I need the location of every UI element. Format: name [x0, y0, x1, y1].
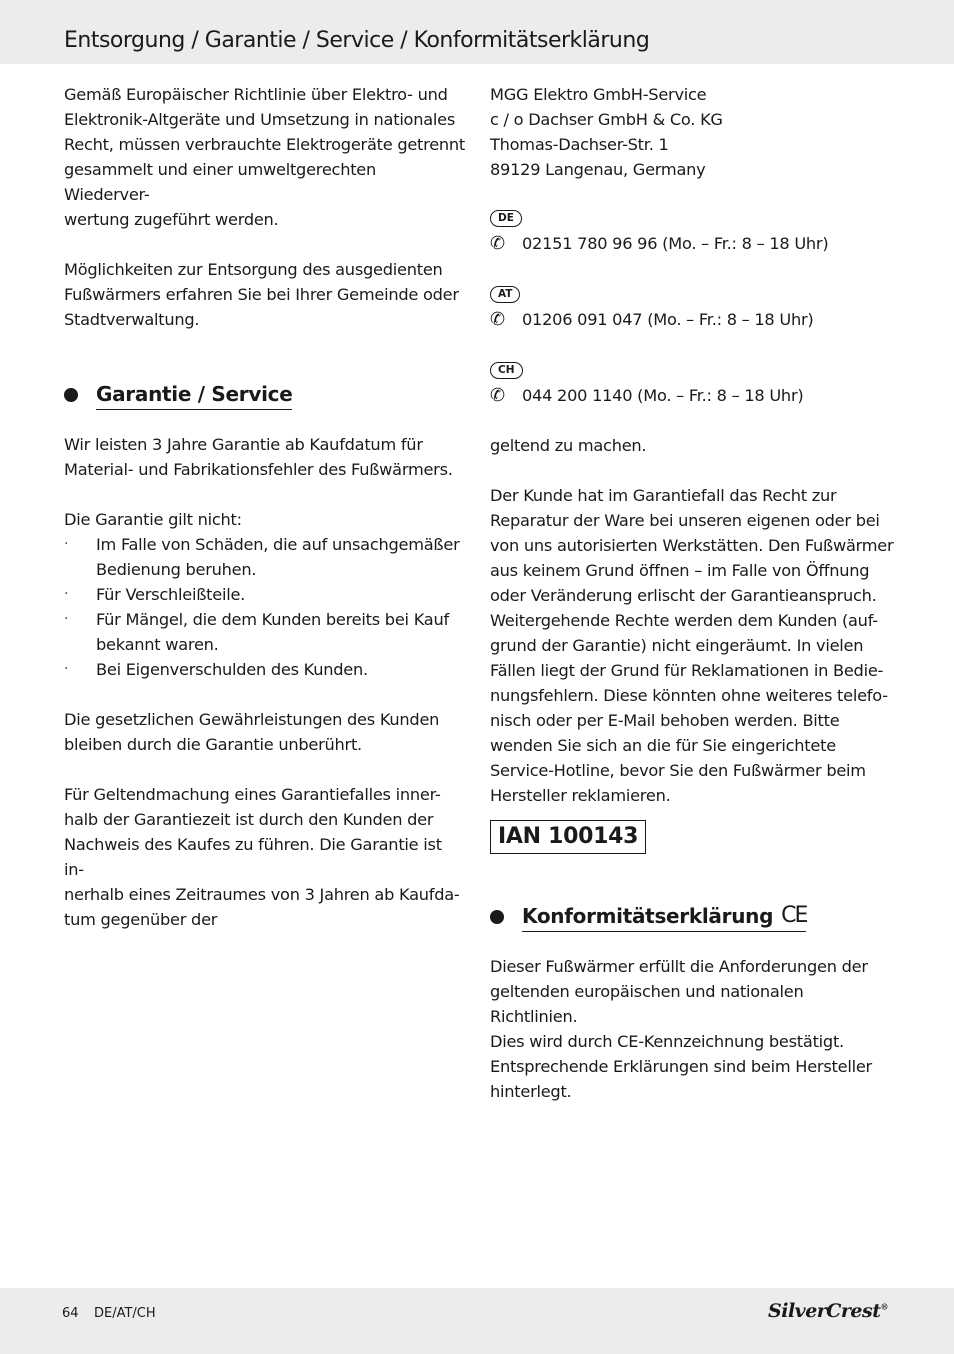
- text-line: Reparatur der Ware bei unseren eigenen oder bei: [490, 511, 880, 530]
- phone-icon: ✆: [490, 309, 505, 330]
- assert-text: geltend zu machen.: [490, 436, 647, 455]
- phone-icon: ✆: [490, 385, 505, 406]
- warranty-heading: [64, 380, 466, 410]
- warranty-heading-text: Garantie / Service: [96, 380, 292, 410]
- text-line: tum gegenüber der: [64, 910, 218, 929]
- text-line: nisch oder per E-Mail behoben werden. Bitte: [490, 711, 840, 730]
- brand-logo: [768, 1300, 888, 1322]
- list-item-text: Für Verschleißteile.: [96, 585, 246, 604]
- conformity-heading-text: Konformitätserklärung: [522, 904, 774, 928]
- list-item: [64, 582, 466, 607]
- text-line: MGG Elektro GmbH-Service: [490, 85, 707, 104]
- list-item-text: Für Mängel, die dem Kunden bereits bei Kauf: [96, 610, 449, 629]
- hotline-de: [490, 206, 894, 256]
- text-line: Die gesetzlichen Gewährleistungen des Kunden: [64, 710, 440, 729]
- page-footer: [0, 1288, 954, 1354]
- phone-number-at: 01206 091 047 (Mo. – Fr.: 8 – 18 Uhr): [522, 310, 814, 329]
- country-badge-de: DE: [490, 210, 522, 227]
- text-line: Stadtverwaltung.: [64, 310, 200, 329]
- text-line: bleiben durch die Garantie unberührt.: [64, 735, 362, 754]
- text-line: gesammelt und einer umweltgerechten Wiederver-: [64, 160, 377, 204]
- brand-name: SilverCrest: [768, 1300, 881, 1322]
- text-line: halb der Garantiezeit ist durch den Kunden der: [64, 810, 434, 829]
- legal-paragraph: [64, 707, 466, 757]
- bullet-icon: ·: [64, 586, 69, 602]
- ce-mark-icon: CE: [781, 903, 807, 928]
- hotline-ch: [490, 358, 894, 408]
- text-line: nerhalb eines Zeitraumes von 3 Jahren ab Kaufda-: [64, 885, 460, 904]
- text-line: aus keinem Grund öffnen – im Falle von Öffnung: [490, 561, 870, 580]
- exclusions-intro: Die Garantie gilt nicht:: [64, 510, 242, 529]
- list-item-text: bekannt waren.: [96, 635, 219, 654]
- text-line: Elektronik-Altgeräte und Umsetzung in nationales: [64, 110, 456, 129]
- page-header: [0, 0, 954, 64]
- text-line: Material- und Fabrikationsfehler des Fußwärmers.: [64, 460, 453, 479]
- text-line: Weitergehende Rechte werden dem Kunden (auf-: [490, 611, 878, 630]
- list-item: [64, 607, 466, 657]
- exclusions-list: [64, 532, 466, 682]
- text-line: hinterlegt.: [490, 1082, 572, 1101]
- country-badge-at: AT: [490, 286, 520, 303]
- service-address: [490, 82, 894, 182]
- bullet-icon: ·: [64, 661, 69, 677]
- text-line: Wir leisten 3 Jahre Garantie ab Kaufdatum für: [64, 435, 423, 454]
- bullet-icon: ·: [64, 611, 69, 627]
- text-line: geltenden europäischen und nationalen Richtlinien.: [490, 982, 804, 1026]
- text-line: Entsprechende Erklärungen sind beim Hersteller: [490, 1057, 872, 1076]
- conformity-paragraph: [490, 954, 894, 1104]
- conformity-heading: [490, 902, 894, 932]
- list-item-text: Bei Eigenverschulden des Kunden.: [96, 660, 368, 679]
- text-line: Service-Hotline, bevor Sie den Fußwärmer beim: [490, 761, 866, 780]
- text-line: oder Veränderung erlischt der Garantieanspruch.: [490, 586, 877, 605]
- registered-mark: ®: [880, 1301, 888, 1312]
- conformity-heading-underline: [522, 902, 806, 932]
- list-item: [64, 657, 466, 682]
- phone-icon: ✆: [490, 233, 505, 254]
- list-item-text: Bedienung beruhen.: [96, 560, 257, 579]
- disposal-paragraph-1: [64, 82, 466, 232]
- page-number: 64: [62, 1306, 79, 1321]
- bullet-icon: [64, 388, 78, 402]
- disposal-paragraph-2: [64, 257, 466, 332]
- warranty-paragraph: [64, 432, 466, 482]
- text-line: grund der Garantie) nicht eingeräumt. In vielen: [490, 636, 864, 655]
- text-line: Dieser Fußwärmer erfüllt die Anforderungen der: [490, 957, 868, 976]
- text-line: Möglichkeiten zur Entsorgung des ausgedienten: [64, 260, 443, 279]
- phone-number-ch: 044 200 1140 (Mo. – Fr.: 8 – 18 Uhr): [522, 386, 804, 405]
- text-line: Hersteller reklamieren.: [490, 786, 671, 805]
- bullet-icon: ·: [64, 536, 69, 552]
- text-line: Der Kunde hat im Garantiefall das Recht zur: [490, 486, 837, 505]
- text-line: Gemäß Europäischer Richtlinie über Elektro- und: [64, 85, 448, 104]
- claim-paragraph: [64, 782, 466, 932]
- phone-number-de: 02151 780 96 96 (Mo. – Fr.: 8 – 18 Uhr): [522, 234, 829, 253]
- text-line: wertung zugeführt werden.: [64, 210, 279, 229]
- text-line: Fällen liegt der Grund für Reklamationen in Bedie-: [490, 661, 884, 680]
- country-badge-ch: CH: [490, 362, 523, 379]
- rights-paragraph: [490, 483, 894, 808]
- text-line: Fußwärmers erfahren Sie bei Ihrer Gemeinde oder: [64, 285, 459, 304]
- text-line: Für Geltendmachung eines Garantiefalles inner-: [64, 785, 441, 804]
- text-line: Nachweis des Kaufes zu führen. Die Garantie ist in-: [64, 835, 442, 879]
- text-line: 89129 Langenau, Germany: [490, 160, 706, 179]
- page-title: Entsorgung / Garantie / Service / Konformitätserklärung: [64, 28, 650, 53]
- text-line: von uns autorisierten Werkstätten. Den Fußwärmer: [490, 536, 894, 555]
- left-column: [64, 82, 466, 932]
- right-column: [490, 82, 894, 1104]
- language-codes: DE/AT/CH: [94, 1306, 156, 1321]
- hotline-at: [490, 282, 894, 332]
- text-line: Recht, müssen verbrauchte Elektrogeräte getrennt: [64, 135, 466, 154]
- text-line: c / o Dachser GmbH & Co. KG: [490, 110, 723, 129]
- text-line: Thomas-Dachser-Str. 1: [490, 135, 669, 154]
- text-line: wenden Sie sich an die für Sie eingerichtete: [490, 736, 836, 755]
- bullet-icon: [490, 910, 504, 924]
- text-line: nungsfehlern. Diese könnten ohne weiteres telefo-: [490, 686, 888, 705]
- ian-number-box: IAN 100143: [490, 820, 646, 854]
- list-item: [64, 532, 466, 582]
- text-line: Dies wird durch CE-Kennzeichnung bestätigt.: [490, 1032, 844, 1051]
- list-item-text: Im Falle von Schäden, die auf unsachgemäßer: [96, 535, 460, 554]
